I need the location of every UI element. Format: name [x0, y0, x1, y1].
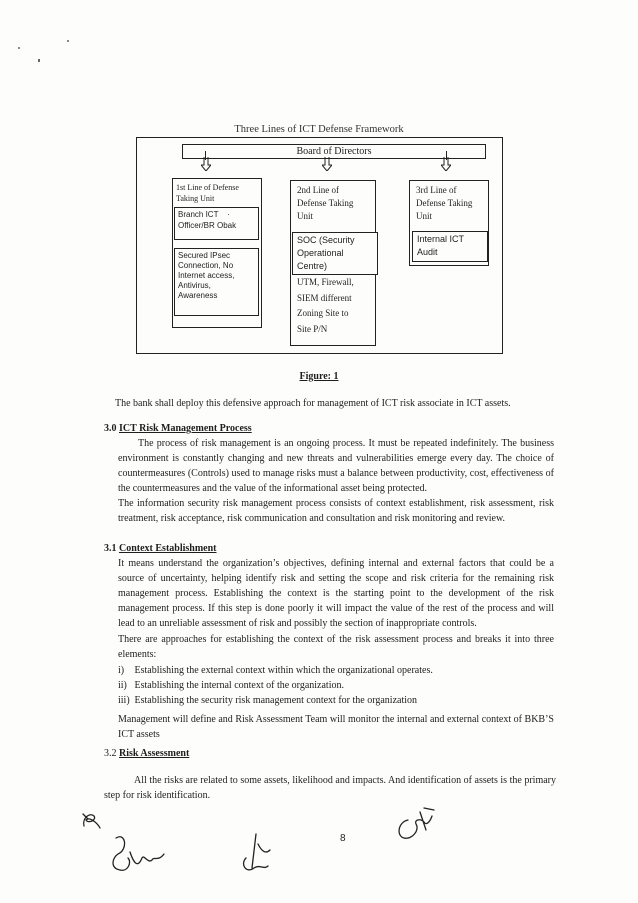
line2-heading-2: Defense Taking	[297, 198, 354, 208]
audit-line-2: Audit	[417, 247, 438, 257]
intro-paragraph: The bank shall deploy this defensive approach for management of ICT risk associate in ICT assets.	[115, 398, 511, 409]
scan-speck	[18, 47, 20, 49]
branch-line-1: Branch ICT ·	[178, 210, 230, 219]
figure-caption: Figure: 1	[299, 371, 339, 382]
section-3-0-paragraph-2: The information security risk management process consists of context establishment, risk assessment, risk treatment, risk acceptance, risk communication and consultation and risk monitoring and review.	[118, 498, 554, 524]
soc-line-3: Centre)	[297, 261, 328, 271]
list-item-number: ii)	[118, 680, 127, 691]
list-item-text: Establishing the security risk management context for the organization	[134, 695, 418, 706]
section-title: ICT Risk Management Process	[119, 423, 252, 434]
list-item-number: iii)	[118, 695, 130, 706]
line2-controls	[297, 275, 373, 337]
line2-heading	[297, 184, 373, 223]
soc-line-2: Operational	[297, 248, 344, 258]
list-item	[118, 663, 554, 678]
arrow-down-icon	[322, 157, 332, 171]
soc-box	[292, 232, 378, 275]
line1-control-4: Antivirus,	[178, 281, 211, 290]
section-number: 3.1	[104, 543, 117, 554]
line2-control-4: Site P/N	[297, 323, 328, 334]
line2-control-2: SIEM different	[297, 292, 352, 303]
page-number: 8	[340, 833, 346, 844]
line1-controls-box	[174, 248, 259, 316]
audit-line-1: Internal ICT	[417, 234, 465, 244]
signature-3	[236, 830, 276, 880]
line2-control-1: UTM, Firewall,	[297, 277, 354, 287]
line1-heading-2: Taking Unit	[176, 194, 215, 203]
signature-2	[106, 828, 172, 878]
list-item-number: i)	[118, 665, 125, 676]
section-3-0-heading	[104, 423, 252, 434]
arrow-down-icon	[441, 157, 451, 171]
line1-control-3: Internet access,	[178, 271, 235, 280]
board-box: Board of Directors	[182, 144, 486, 159]
scan-speck	[67, 40, 69, 42]
line2-heading-3: Unit	[297, 211, 314, 221]
branch-line-2: Officer/BR Obak	[178, 221, 237, 230]
section-3-2-paragraph: All the risks are related to some assets, likelihood and impacts. And identification of assets is the primary step for risk identification.	[104, 775, 556, 801]
line1-control-5: Awareness	[178, 291, 218, 300]
line3-heading-3: Unit	[416, 211, 433, 221]
section-title: Context Establishment	[119, 543, 217, 554]
soc-line-1: SOC (Security	[297, 235, 355, 245]
line3-heading	[416, 184, 486, 223]
branch-ict-box	[174, 207, 259, 240]
section-3-1-paragraph-1: It means understand the organization’s objectives, defining internal and external factors that could be a source of uncertainty, helping identify risk and setting the scope and risk criteria for the remaining risk management process. Establishing the context is the starting point to the development of the risk management process. If this step is done poorly it will impact the value of the rest of the process and will lead to an unreliable assessment of risk and possibly the section of inappropriate controls.	[118, 558, 554, 629]
line1-heading-1: 1st Line of Defense	[176, 183, 239, 192]
line1-control-2: Connection, No	[178, 261, 234, 270]
section-number: 3.0	[104, 423, 117, 434]
line3-heading-2: Defense Taking	[416, 198, 473, 208]
line1-heading	[176, 182, 260, 204]
section-3-1-heading	[104, 543, 217, 554]
list-item-text: Establishing the internal context of the organization.	[134, 680, 344, 691]
line3-heading-1: 3rd Line of	[416, 185, 457, 195]
section-3-2-heading	[104, 748, 189, 759]
section-3-1-paragraph-3: Management will define and Risk Assessment Team will monitor the internal and external context of BKB’S ICT assets	[118, 714, 554, 740]
list-item-text: Establishing the external context within which the organizational operates.	[134, 665, 433, 676]
line2-control-3: Zoning Site to	[297, 308, 349, 318]
section-3-0-paragraph-1: The process of risk management is an ongoing process. It must be repeated indefinitely. The business environment is constantly changing and new threats and vulnerabilities emerge every day. The choice of countermeasures (Controls) used to manage risks must a balance between productivity, cost, effectiveness of the countermeasures and the value of the informational asset being protected.	[118, 438, 554, 494]
section-number: 3.2	[104, 748, 117, 759]
line2-heading-1: 2nd Line of	[297, 185, 339, 195]
context-list	[118, 663, 554, 708]
diagram-title: Three Lines of ICT Defense Framework	[234, 124, 404, 135]
list-item	[118, 678, 554, 693]
section-title: Risk Assessment	[119, 748, 190, 759]
arrow-down-icon	[201, 157, 211, 171]
signature-4	[390, 806, 440, 846]
internal-audit-box	[412, 231, 488, 262]
section-3-1-paragraph-2: There are approaches for establishing the context of the risk assessment process and breaks it into three elements:	[118, 634, 554, 660]
scan-speck	[38, 59, 40, 62]
signature-initial-1	[80, 810, 104, 832]
line1-control-1: Secured IPsec	[178, 251, 231, 260]
list-item	[118, 693, 554, 708]
